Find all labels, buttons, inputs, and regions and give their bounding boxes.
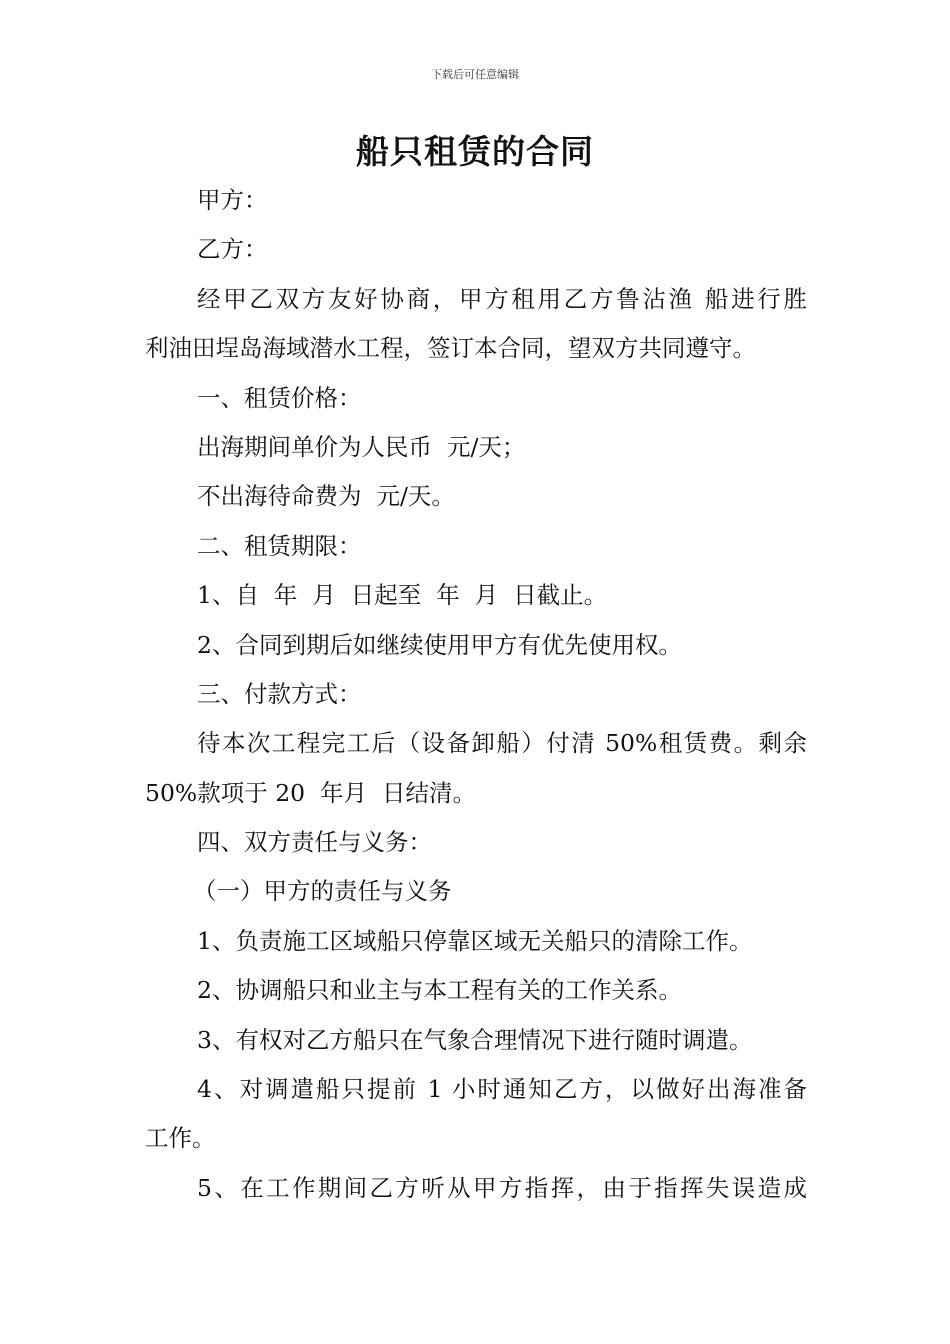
section-heading-payment: 三、付款方式：	[197, 679, 362, 708]
duty-item-5-line-1: 5、在工作期间乙方听从甲方指挥，由于指挥失误造成	[197, 1173, 807, 1202]
party-b-line: 乙方：	[197, 235, 268, 264]
section-heading-term: 二、租赁期限：	[197, 531, 362, 560]
page-header-note: 下载后可任意编辑	[431, 68, 519, 81]
duty-item-4-line-1: 4、对调遣船只提前 1 小时通知乙方，以做好出海准备	[197, 1075, 807, 1104]
intro-paragraph-line-1: 经甲乙双方友好协商，甲方租用乙方鲁沾渔 船进行胜	[197, 284, 807, 313]
subsection-heading-party-a: （一）甲方的责任与义务	[193, 877, 452, 906]
payment-paragraph-line-1: 待本次工程完工后（设备卸船）付清 50%租赁费。剩余	[197, 729, 807, 758]
price-at-sea-line: 出海期间单价为人民币 元/天；	[197, 432, 526, 461]
duty-item-2: 2、协调船只和业主与本工程有关的工作关系。	[197, 976, 682, 1005]
document-body	[145, 176, 807, 1213]
standby-fee-line: 不出海待命费为 元/天。	[197, 482, 455, 511]
duty-item-3: 3、有权对乙方船只在气象合理情况下进行随时调遣。	[197, 1025, 753, 1054]
term-item-1: 1、自 年 月 日起至 年 月 日截止。	[197, 581, 608, 610]
duty-item-4-line-2: 工作。	[145, 1124, 216, 1153]
section-heading-duties: 四、双方责任与义务：	[197, 828, 432, 857]
section-heading-price: 一、租赁价格：	[197, 383, 362, 412]
party-a-line: 甲方：	[197, 186, 268, 214]
intro-paragraph-line-2: 利油田埕岛海域潜水工程，签订本合同，望双方共同遵守。	[145, 334, 756, 363]
term-item-2: 2、合同到期后如继续使用甲方有优先使用权。	[197, 630, 682, 659]
document-title: 船只租赁的合同	[356, 132, 594, 171]
payment-paragraph-line-2: 50%款项于 20 年月 日结清。	[145, 778, 476, 807]
duty-item-1: 1、负责施工区域船只停靠区域无关船只的清除工作。	[197, 926, 753, 955]
